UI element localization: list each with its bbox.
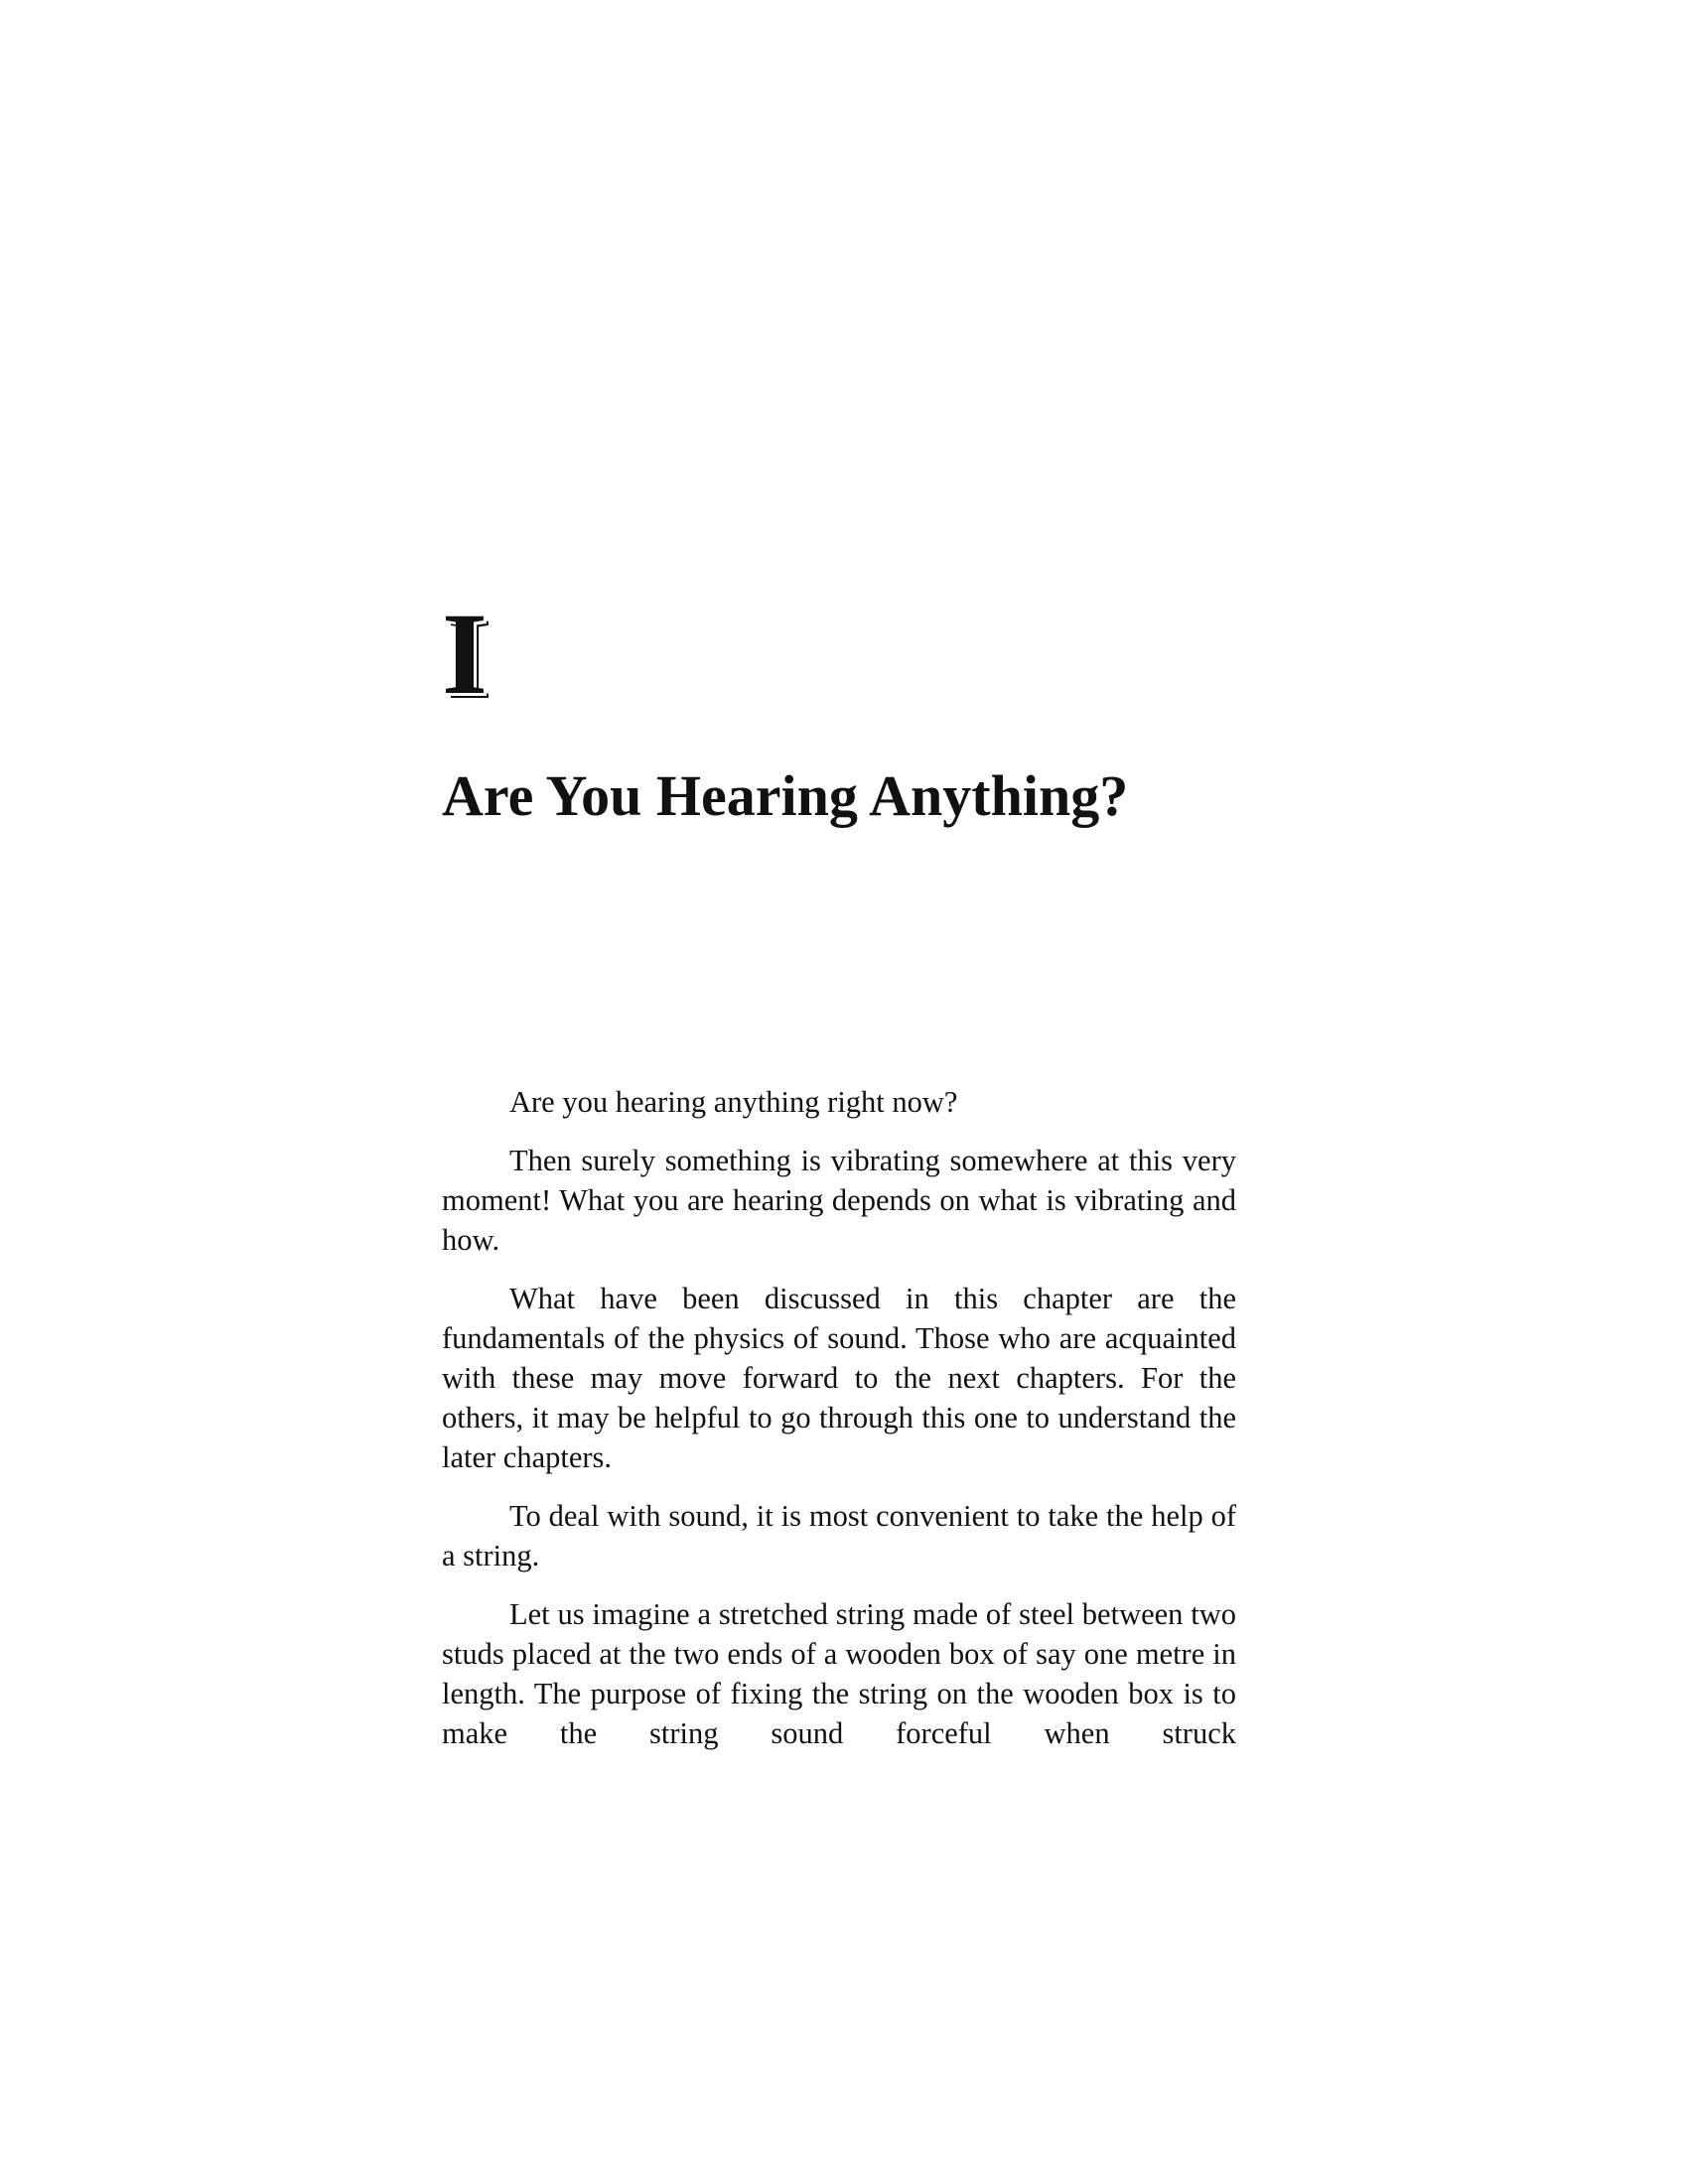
paragraph: Then surely something is vibrating somewhere at this very moment! What you are hearing depends on what is vibrating and how.	[442, 1144, 1236, 1257]
chapter-title: Are You Hearing Anything?	[442, 763, 1129, 828]
paragraph: Are you hearing anything right now?	[509, 1085, 958, 1119]
chapter-body	[442, 1082, 1236, 1772]
paragraph: To deal with sound, it is most convenient to take the help of a string.	[442, 1499, 1236, 1572]
paragraph: What have been discussed in this chapter are the fundamentals of the physics of sound. Those who are acquainted with these may move forward to the next chapters. For the others, it may be helpful to go through this one to understand the later chapters.	[442, 1282, 1236, 1474]
chapter-number: I	[442, 589, 488, 719]
paragraph: Let us imagine a stretched string made of steel between two studs placed at the two ends of a wooden box of say one metre in length. The purpose of fixing the string on the wooden box is to make the string sound forceful when struck	[442, 1597, 1236, 1750]
